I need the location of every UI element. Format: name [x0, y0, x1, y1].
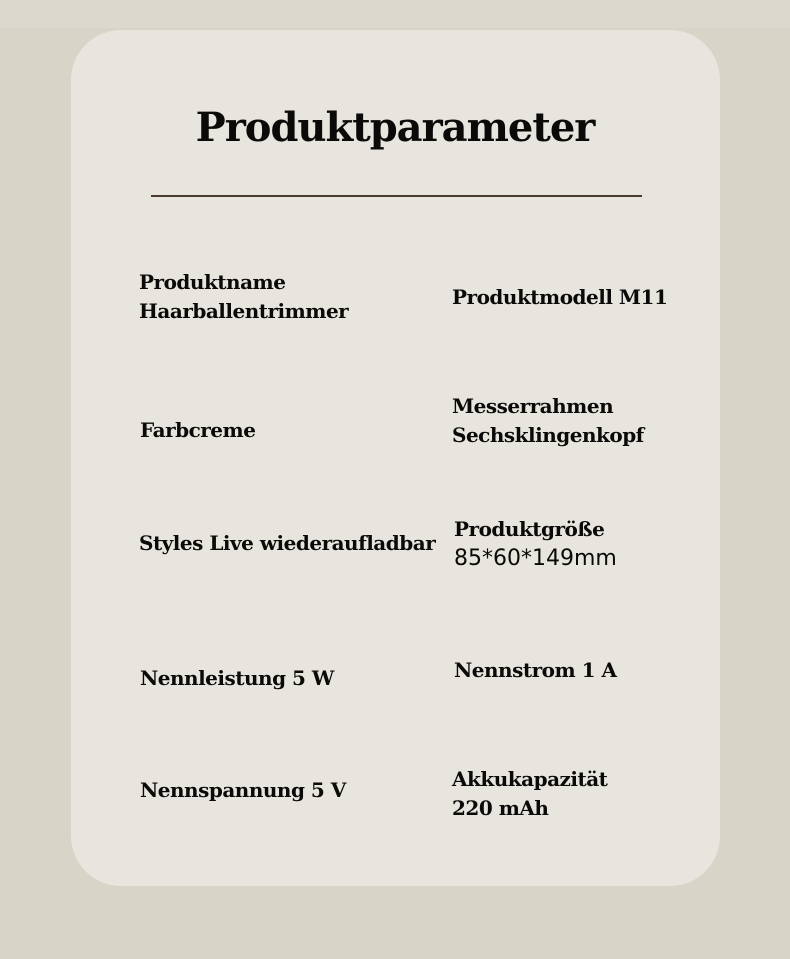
param-product-name-label: Produktname — [139, 270, 286, 294]
param-product-name-value: Haarballentrimmer — [139, 299, 349, 323]
param-battery-label: Akkukapazität — [452, 767, 608, 791]
top-strip — [0, 0, 790, 28]
param-battery-value: 220 mAh — [452, 796, 549, 820]
title-divider — [151, 195, 642, 197]
param-rated-voltage: Nennspannung 5 V — [140, 778, 346, 802]
parameter-card — [71, 30, 720, 886]
param-color: Farbcreme — [140, 418, 256, 442]
param-battery — [452, 765, 607, 823]
param-product-size-value: 85*60*149mm — [454, 546, 617, 571]
page-title: Produktparameter — [195, 104, 595, 151]
param-rated-power: Nennleistung 5 W — [140, 666, 334, 690]
param-product-size — [454, 515, 617, 573]
param-blade — [452, 392, 644, 450]
param-product-model: Produktmodell M11 — [452, 285, 668, 309]
param-blade-head: Sechsklingenkopf — [452, 423, 644, 447]
param-product-name — [139, 268, 348, 326]
param-styles: Styles Live wiederaufladbar — [139, 531, 436, 555]
param-product-size-label: Produktgröße — [454, 517, 605, 541]
param-rated-current: Nennstrom 1 A — [454, 658, 617, 682]
param-blade-frame: Messerrahmen — [452, 394, 614, 418]
